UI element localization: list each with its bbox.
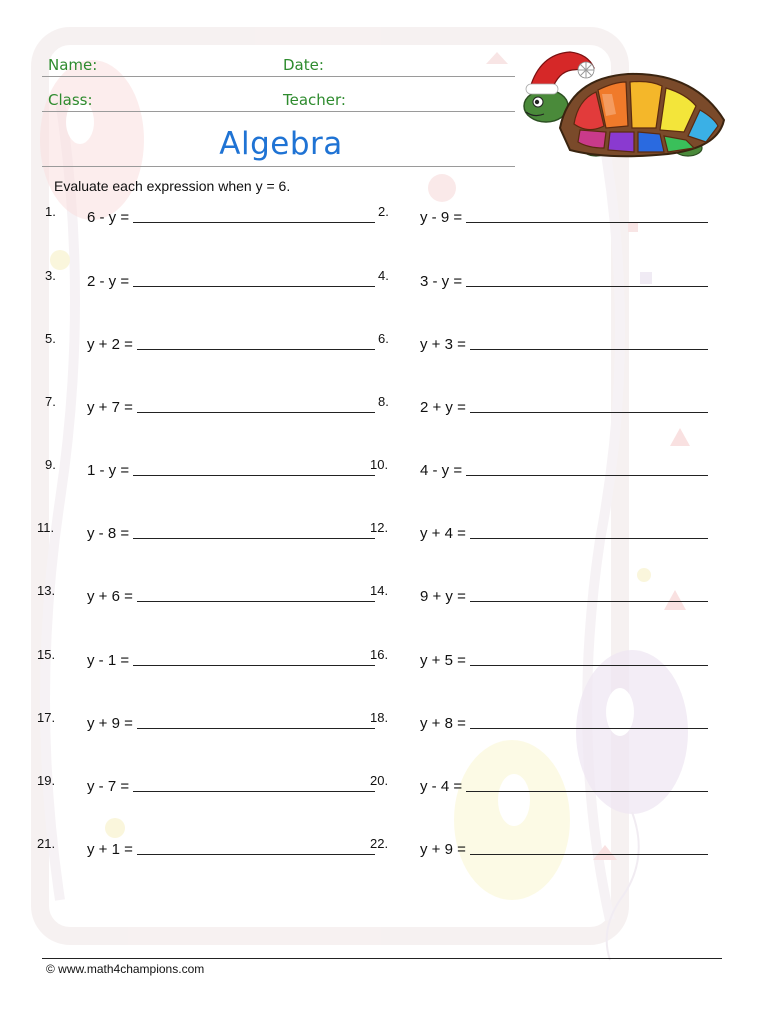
problem-expression: 1 - y = bbox=[87, 462, 130, 479]
problem-number: 6. bbox=[378, 331, 389, 346]
answer-line[interactable] bbox=[133, 665, 375, 666]
problem-item bbox=[45, 394, 375, 418]
problem-number: 15. bbox=[37, 647, 56, 662]
problem-expression: 2 - y = bbox=[87, 273, 130, 290]
answer-line[interactable] bbox=[466, 475, 708, 476]
problem-number: 19. bbox=[37, 773, 56, 788]
answer-line[interactable] bbox=[133, 475, 375, 476]
problem-expression: 9 + y = bbox=[420, 588, 466, 605]
answer-line[interactable] bbox=[470, 665, 708, 666]
answer-line[interactable] bbox=[133, 538, 375, 539]
problem-item bbox=[370, 710, 708, 734]
problem-number: 5. bbox=[45, 331, 56, 346]
problem-number: 16. bbox=[370, 647, 389, 662]
problem-item bbox=[37, 583, 375, 607]
problem-item bbox=[378, 394, 708, 418]
problem-item bbox=[370, 457, 708, 481]
footer-copyright: © www.math4champions.com bbox=[46, 962, 205, 976]
answer-line[interactable] bbox=[470, 854, 708, 855]
answer-line[interactable] bbox=[470, 728, 708, 729]
teacher-label: Teacher: bbox=[283, 91, 346, 109]
problem-expression: y + 9 = bbox=[87, 715, 133, 732]
title-underline bbox=[42, 166, 515, 167]
answer-line[interactable] bbox=[137, 728, 375, 729]
problem-expression: y - 8 = bbox=[87, 525, 130, 542]
problem-expression: 4 - y = bbox=[420, 462, 463, 479]
date-label: Date: bbox=[283, 56, 324, 74]
answer-line[interactable] bbox=[137, 349, 375, 350]
problem-expression: y - 7 = bbox=[87, 778, 130, 795]
problem-number: 17. bbox=[37, 710, 56, 725]
problem-expression: y + 5 = bbox=[420, 652, 466, 669]
name-date-line bbox=[42, 76, 515, 77]
problem-item bbox=[45, 204, 375, 228]
answer-line[interactable] bbox=[470, 349, 708, 350]
problem-item bbox=[37, 520, 375, 544]
problem-expression: 2 + y = bbox=[420, 399, 466, 416]
problem-expression: y + 8 = bbox=[420, 715, 466, 732]
problem-number: 2. bbox=[378, 204, 389, 219]
answer-line[interactable] bbox=[470, 538, 708, 539]
problem-number: 1. bbox=[45, 204, 56, 219]
answer-line[interactable] bbox=[133, 222, 375, 223]
problem-expression: y + 7 = bbox=[87, 399, 133, 416]
problem-item bbox=[45, 457, 375, 481]
problem-item bbox=[378, 268, 708, 292]
problem-expression: 6 - y = bbox=[87, 209, 130, 226]
problem-expression: y - 9 = bbox=[420, 209, 463, 226]
problem-expression: y + 9 = bbox=[420, 841, 466, 858]
problem-item bbox=[45, 331, 375, 355]
answer-line[interactable] bbox=[466, 791, 708, 792]
problem-expression: y + 4 = bbox=[420, 525, 466, 542]
problem-number: 7. bbox=[45, 394, 56, 409]
problem-expression: y + 6 = bbox=[87, 588, 133, 605]
problem-number: 13. bbox=[37, 583, 56, 598]
answer-line[interactable] bbox=[137, 412, 375, 413]
problem-item bbox=[45, 268, 375, 292]
problem-expression: 3 - y = bbox=[420, 273, 463, 290]
problem-number: 11. bbox=[37, 520, 55, 535]
name-label: Name: bbox=[48, 56, 98, 74]
problem-number: 12. bbox=[370, 520, 389, 535]
problem-item bbox=[37, 836, 375, 860]
answer-line[interactable] bbox=[137, 601, 375, 602]
answer-line[interactable] bbox=[133, 286, 375, 287]
problem-number: 3. bbox=[45, 268, 56, 283]
problem-number: 9. bbox=[45, 457, 56, 472]
problem-item bbox=[378, 204, 708, 228]
problem-item bbox=[370, 583, 708, 607]
page-title: Algebra bbox=[219, 126, 343, 162]
problem-number: 8. bbox=[378, 394, 389, 409]
instructions: Evaluate each expression when y = 6. bbox=[54, 178, 291, 194]
problem-number: 14. bbox=[370, 583, 389, 598]
problem-item bbox=[370, 773, 708, 797]
problem-expression: y + 3 = bbox=[420, 336, 466, 353]
problem-item bbox=[37, 647, 375, 671]
answer-line[interactable] bbox=[466, 222, 708, 223]
problem-item bbox=[370, 836, 708, 860]
problem-number: 20. bbox=[370, 773, 389, 788]
problem-number: 22. bbox=[370, 836, 389, 851]
class-label: Class: bbox=[48, 91, 93, 109]
problem-item bbox=[37, 773, 375, 797]
problem-expression: y - 4 = bbox=[420, 778, 463, 795]
class-teacher-line bbox=[42, 111, 515, 112]
answer-line[interactable] bbox=[137, 854, 375, 855]
problem-item bbox=[378, 331, 708, 355]
turtle-mascot-icon bbox=[518, 44, 730, 170]
answer-line[interactable] bbox=[470, 412, 708, 413]
problem-expression: y + 1 = bbox=[87, 841, 133, 858]
problem-expression: y - 1 = bbox=[87, 652, 130, 669]
answer-line[interactable] bbox=[470, 601, 708, 602]
problem-item bbox=[370, 647, 708, 671]
problem-number: 18. bbox=[370, 710, 389, 725]
problem-number: 10. bbox=[370, 457, 389, 472]
answer-line[interactable] bbox=[466, 286, 708, 287]
answer-line[interactable] bbox=[133, 791, 375, 792]
problem-item bbox=[370, 520, 708, 544]
problem-item bbox=[37, 710, 375, 734]
problem-number: 4. bbox=[378, 268, 389, 283]
problem-expression: y + 2 = bbox=[87, 336, 133, 353]
footer-divider bbox=[42, 958, 722, 959]
problem-number: 21. bbox=[37, 836, 56, 851]
